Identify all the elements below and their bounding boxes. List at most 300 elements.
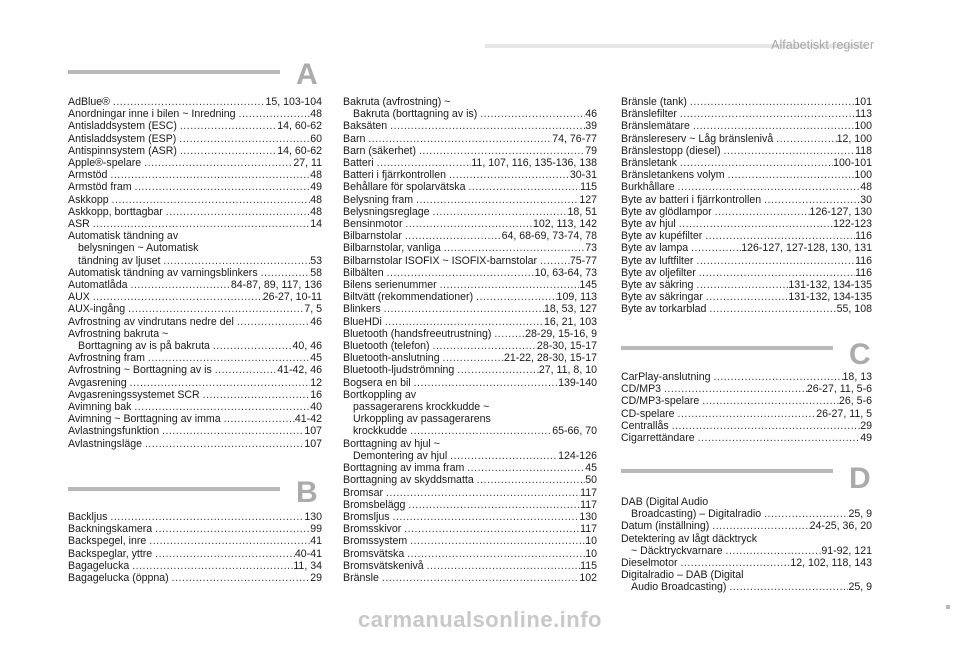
dot-leader bbox=[261, 267, 311, 279]
index-term: Datum (inställning) bbox=[621, 520, 713, 533]
page-reference[interactable]: 91-92, 121 bbox=[821, 544, 872, 557]
page-reference[interactable]: 117 bbox=[580, 523, 597, 536]
dot-leader bbox=[440, 279, 580, 291]
index-term: Bilbarnstolar ISOFIX ~ ISOFIX-barnstolar bbox=[343, 254, 540, 267]
dot-leader bbox=[134, 401, 310, 413]
dot-leader bbox=[715, 206, 810, 218]
dot-leader bbox=[172, 572, 311, 584]
page-header-title: Alfabetiskt register bbox=[771, 38, 874, 52]
index-entry bbox=[343, 523, 597, 535]
dot-leader bbox=[93, 218, 310, 230]
page-reference[interactable]: 29 bbox=[860, 419, 872, 432]
dot-leader bbox=[476, 291, 556, 303]
index-entry bbox=[343, 157, 597, 169]
index-entry bbox=[343, 267, 597, 279]
index-term: Avimning ~ Borttagning av imma bbox=[68, 413, 224, 426]
dot-leader bbox=[691, 242, 741, 254]
page-corner-marker bbox=[946, 605, 950, 609]
page-reference[interactable]: 107 bbox=[304, 425, 322, 438]
page-reference[interactable]: 127 bbox=[579, 193, 597, 206]
page-reference[interactable]: 39 bbox=[585, 120, 597, 133]
page-reference[interactable]: 18, 53, 127 bbox=[543, 303, 597, 316]
page-reference[interactable]: 26-27, 11, 5 bbox=[816, 407, 872, 420]
page-reference[interactable]: 41 bbox=[310, 535, 322, 548]
dot-leader bbox=[155, 523, 310, 535]
index-term: Bilbarnstolar, vanliga bbox=[343, 242, 444, 255]
index-entry bbox=[343, 364, 597, 376]
index-entry-heading: Automatisk tändning av bbox=[68, 230, 179, 243]
dot-leader bbox=[390, 120, 585, 132]
page-reference[interactable]: 73 bbox=[585, 242, 597, 255]
page-reference[interactable]: 49 bbox=[860, 432, 872, 445]
dot-leader bbox=[764, 508, 848, 520]
page-reference[interactable]: 28-29, 15-16, 9 bbox=[525, 327, 597, 340]
index-entry bbox=[343, 572, 597, 584]
index-term: Avlastningsfunktion bbox=[68, 425, 163, 438]
index-term: Askkopp bbox=[68, 193, 112, 206]
index-entry bbox=[68, 340, 322, 352]
dot-leader bbox=[407, 548, 585, 560]
page-reference[interactable]: 109, 113 bbox=[556, 291, 597, 304]
page-reference[interactable]: 14 bbox=[310, 218, 322, 231]
page-reference[interactable]: 27, 11 bbox=[293, 157, 322, 170]
page-reference[interactable]: 74, 76-77 bbox=[552, 132, 597, 145]
section-c-letter: C bbox=[849, 338, 871, 371]
page-reference[interactable]: 55, 108 bbox=[836, 303, 872, 316]
page-reference[interactable]: 12, 102, 118, 143 bbox=[790, 557, 872, 570]
page-reference[interactable]: 30-31 bbox=[569, 169, 597, 182]
index-term: Byte av luftfilter bbox=[621, 254, 697, 267]
index-entry bbox=[68, 401, 322, 413]
index-term: Bluetooth (handsfreeutrustning) bbox=[343, 327, 495, 340]
index-term: Bränsletank bbox=[621, 157, 680, 170]
page-reference[interactable]: 45 bbox=[310, 352, 322, 365]
index-entry-heading: Avfrostning bakruta ~ bbox=[68, 327, 169, 340]
page-reference[interactable]: 46 bbox=[585, 108, 597, 121]
index-term: ~ Däcktryckvarnare bbox=[631, 544, 726, 557]
index-term: AUX-ingång bbox=[68, 303, 129, 316]
dot-leader bbox=[405, 218, 533, 230]
page-reference[interactable]: 11, 107, 116, 135-136, 138 bbox=[471, 157, 597, 170]
index-term: Backningskamera bbox=[68, 523, 156, 536]
index-term: Audio Broadcasting) bbox=[631, 581, 730, 594]
page-reference[interactable]: 101 bbox=[854, 96, 872, 108]
page-reference[interactable]: 27, 11, 8, 10 bbox=[538, 364, 597, 377]
section-d-letter: D bbox=[849, 462, 871, 495]
index-term: Belysningsreglage bbox=[343, 205, 433, 218]
index-entry bbox=[343, 206, 597, 218]
index-entry bbox=[621, 206, 872, 218]
page-reference[interactable]: 100 bbox=[854, 169, 872, 182]
page-reference[interactable]: 29 bbox=[310, 572, 322, 585]
page-reference[interactable]: 60 bbox=[310, 132, 322, 145]
page-reference[interactable]: 28-30, 15-17 bbox=[536, 340, 597, 353]
index-term: Barn bbox=[343, 132, 369, 145]
index-entry-heading: Borttagning av hjul ~ bbox=[343, 437, 440, 450]
index-entry bbox=[343, 511, 597, 523]
index-entry bbox=[621, 169, 872, 181]
page-reference[interactable]: 10 bbox=[585, 547, 597, 560]
section-a-letter: A bbox=[296, 58, 318, 91]
dot-leader bbox=[693, 120, 854, 132]
index-term: Borttagning av skyddsmatta bbox=[343, 474, 477, 487]
index-term: Antisladdsystem (ESP) bbox=[68, 132, 180, 145]
page-reference[interactable]: 11, 34 bbox=[293, 559, 322, 572]
page-reference[interactable]: 50 bbox=[585, 474, 597, 487]
dot-leader bbox=[427, 560, 581, 572]
page-reference[interactable]: 139-140 bbox=[558, 376, 597, 389]
index-term: Borttagning av imma fram bbox=[343, 462, 468, 475]
page-reference[interactable]: 53 bbox=[310, 254, 322, 267]
index-term: Behållare för spolarvätska bbox=[343, 181, 469, 194]
page-reference[interactable]: 130 bbox=[304, 511, 322, 523]
page-reference[interactable]: 100 bbox=[854, 120, 872, 133]
index-term: Bagagelucka bbox=[68, 559, 133, 572]
index-entry bbox=[68, 364, 322, 376]
page-reference[interactable]: 107 bbox=[304, 437, 322, 450]
index-entry bbox=[621, 408, 872, 420]
dot-leader bbox=[702, 395, 839, 407]
dot-leader bbox=[405, 230, 502, 242]
page-reference[interactable]: 102 bbox=[579, 571, 597, 584]
page-reference[interactable]: 46 bbox=[310, 315, 322, 328]
index-term: Bromsvätska bbox=[343, 547, 408, 560]
index-term: Demontering av hjul bbox=[353, 449, 451, 462]
page-reference[interactable]: 15, 103-104 bbox=[265, 96, 322, 108]
dot-leader bbox=[410, 535, 585, 547]
page-reference[interactable]: 48 bbox=[310, 205, 322, 218]
page-reference[interactable]: 26-27, 10-11 bbox=[262, 291, 322, 304]
index-entry bbox=[621, 242, 872, 254]
index-term: Cigarrettändare bbox=[621, 432, 698, 445]
index-entry bbox=[68, 425, 322, 437]
dot-leader bbox=[764, 194, 860, 206]
page-reference[interactable]: 40, 46 bbox=[292, 340, 322, 353]
index-column-b2 bbox=[343, 96, 597, 584]
index-entry bbox=[621, 230, 872, 242]
page-reference[interactable]: 48 bbox=[310, 169, 322, 182]
page-reference[interactable]: 48 bbox=[310, 108, 322, 121]
index-term: Bränsletankens volym bbox=[621, 169, 728, 182]
page-reference[interactable]: 30 bbox=[860, 193, 872, 206]
index-term: Bluetooth (telefon) bbox=[343, 340, 433, 353]
index-entry bbox=[343, 145, 597, 157]
index-entry bbox=[68, 316, 322, 328]
index-term: Bogsera en bil bbox=[343, 376, 414, 389]
dot-leader bbox=[728, 169, 855, 181]
index-entry bbox=[621, 145, 872, 157]
index-term: Broadcasting) – Digitalradio bbox=[631, 508, 765, 521]
section-c-rule bbox=[621, 346, 833, 350]
index-term: Automatlåda bbox=[68, 279, 131, 292]
page-reference[interactable]: 115 bbox=[580, 559, 597, 572]
dot-leader bbox=[468, 181, 580, 193]
index-term: Bränsle bbox=[343, 571, 382, 584]
page-reference[interactable]: 145 bbox=[579, 279, 597, 292]
index-entry bbox=[68, 413, 322, 425]
dot-leader bbox=[705, 230, 855, 242]
dot-leader bbox=[679, 218, 833, 230]
index-term: Byte av batteri i fjärrkontrollen bbox=[621, 193, 765, 206]
dot-leader bbox=[690, 96, 854, 108]
index-entry bbox=[343, 328, 597, 340]
index-term: Byte av hjul bbox=[621, 218, 679, 231]
dot-leader bbox=[678, 181, 861, 193]
index-term: Bränslestopp (diesel) bbox=[621, 144, 724, 157]
index-term: CD/MP3 bbox=[621, 383, 664, 396]
index-entry bbox=[68, 535, 322, 547]
dot-leader bbox=[706, 291, 789, 303]
index-term: Dieselmotor bbox=[621, 557, 681, 570]
page-reference[interactable]: 122-123 bbox=[833, 218, 872, 231]
index-entry bbox=[343, 377, 597, 389]
page-reference[interactable]: 79 bbox=[585, 144, 597, 157]
index-entry bbox=[621, 557, 872, 569]
index-entry bbox=[621, 108, 872, 120]
page-reference[interactable]: 131-132, 134-135 bbox=[788, 291, 872, 304]
index-entry bbox=[68, 389, 322, 401]
page-reference[interactable]: 116 bbox=[855, 230, 872, 243]
page-reference[interactable]: 14, 60-62 bbox=[277, 144, 322, 157]
page-reference[interactable]: 64, 68-69, 73-74, 78 bbox=[501, 230, 597, 243]
index-entry bbox=[68, 511, 322, 523]
index-term: CarPlay-anslutning bbox=[621, 371, 714, 383]
page-reference[interactable]: 102, 113, 142 bbox=[532, 218, 597, 231]
page-reference[interactable]: 100-101 bbox=[833, 157, 872, 170]
index-term: Bilens serienummer bbox=[343, 279, 440, 292]
index-term: Bromssystem bbox=[343, 535, 411, 548]
index-entry bbox=[68, 291, 322, 303]
dot-leader bbox=[179, 133, 310, 145]
index-entry bbox=[68, 438, 322, 450]
index-entry bbox=[343, 218, 597, 230]
page-reference[interactable]: 126-127, 130 bbox=[809, 205, 872, 218]
index-entry-heading: Bakruta (avfrostning) ~ bbox=[343, 96, 451, 108]
page-reference[interactable]: 84-87, 89, 117, 136 bbox=[230, 279, 322, 292]
index-entry bbox=[343, 560, 597, 572]
index-term: Belysning fram bbox=[343, 193, 417, 206]
index-term: Bilbarnstolar bbox=[343, 230, 405, 243]
page-reference[interactable]: 99 bbox=[310, 523, 322, 536]
index-entry bbox=[621, 267, 872, 279]
page-reference[interactable]: 48 bbox=[860, 181, 872, 194]
index-entry bbox=[68, 120, 322, 132]
index-entry bbox=[621, 383, 872, 395]
page-reference[interactable]: 24-25, 36, 20 bbox=[809, 520, 872, 533]
index-entry bbox=[343, 499, 597, 511]
index-entry bbox=[621, 181, 872, 193]
index-entry bbox=[343, 425, 597, 437]
page-reference[interactable]: 117 bbox=[580, 486, 597, 499]
index-term: Armstöd fram bbox=[68, 181, 135, 194]
dot-leader bbox=[477, 474, 586, 486]
index-entry bbox=[343, 352, 597, 364]
page-reference[interactable]: 126-127, 127-128, 130, 131 bbox=[741, 242, 872, 255]
index-term: Barn (säkerhet) bbox=[343, 144, 419, 157]
index-entry bbox=[621, 133, 872, 145]
page-reference[interactable]: 117 bbox=[580, 498, 597, 511]
index-term: Backljus bbox=[68, 511, 111, 523]
index-term: Bromsskivor bbox=[343, 523, 405, 536]
dot-leader bbox=[712, 520, 809, 532]
index-entry bbox=[621, 291, 872, 303]
index-term: Bagagelucka (öppna) bbox=[68, 572, 172, 585]
index-entry bbox=[68, 303, 322, 315]
index-column-b3 bbox=[621, 96, 872, 316]
index-entry bbox=[68, 352, 322, 364]
dot-leader bbox=[180, 145, 277, 157]
dot-leader bbox=[224, 413, 295, 425]
index-term: Automatisk tändning av varningsblinkers bbox=[68, 266, 261, 279]
dot-leader bbox=[480, 108, 585, 120]
index-column-c bbox=[621, 371, 872, 444]
index-entry-heading: Digitalradio – DAB (Digital bbox=[621, 569, 744, 582]
dot-leader bbox=[457, 364, 539, 376]
index-entry bbox=[343, 548, 597, 560]
index-entry bbox=[343, 450, 597, 462]
index-entry bbox=[68, 206, 322, 218]
page-reference[interactable]: 16 bbox=[310, 388, 322, 401]
dot-leader bbox=[672, 420, 861, 432]
page-reference[interactable]: 130 bbox=[579, 510, 597, 523]
page-reference[interactable]: 45 bbox=[585, 462, 597, 475]
page-reference[interactable]: 12, 100 bbox=[836, 132, 872, 145]
page-reference[interactable]: 41-42 bbox=[294, 413, 322, 426]
page-reference[interactable]: 49 bbox=[310, 181, 322, 194]
dot-leader bbox=[385, 316, 544, 328]
page-reference[interactable]: 18, 51 bbox=[567, 205, 597, 218]
dot-leader bbox=[698, 432, 861, 444]
page-reference[interactable]: 116 bbox=[855, 254, 872, 267]
index-term: Bensinmotor bbox=[343, 218, 406, 231]
index-entry bbox=[68, 377, 322, 389]
page-reference[interactable]: 25, 9 bbox=[848, 508, 872, 521]
index-term: Bromsvätskenivå bbox=[343, 559, 427, 572]
index-entry bbox=[68, 279, 322, 291]
index-entry-heading: Bortkoppling av bbox=[343, 388, 417, 401]
page-reference[interactable]: 131-132, 134-135 bbox=[788, 279, 872, 292]
page-reference[interactable]: 7, 5 bbox=[304, 303, 322, 316]
index-column-a bbox=[68, 96, 322, 450]
page-reference[interactable]: 26, 5-6 bbox=[839, 395, 872, 408]
page-reference[interactable]: 40 bbox=[310, 401, 322, 414]
index-entry bbox=[343, 340, 597, 352]
dot-leader bbox=[680, 557, 790, 569]
dot-leader bbox=[449, 169, 570, 181]
dot-leader bbox=[368, 133, 552, 145]
index-term: Antisladdsystem (ESC) bbox=[68, 120, 180, 133]
index-entry bbox=[68, 108, 322, 120]
index-entry bbox=[68, 181, 322, 193]
dot-leader bbox=[723, 145, 855, 157]
dot-leader bbox=[135, 181, 311, 193]
index-term: Blinkers bbox=[343, 303, 384, 316]
index-entry bbox=[68, 194, 322, 206]
section-b-letter: B bbox=[296, 476, 318, 509]
index-term: Avfrostning av vindrutans nedre del bbox=[68, 315, 237, 328]
index-term: BlueHDi bbox=[343, 315, 385, 328]
index-entry bbox=[343, 316, 597, 328]
dot-leader bbox=[110, 169, 310, 181]
index-entry bbox=[621, 96, 872, 108]
dot-leader bbox=[145, 438, 304, 450]
page-reference[interactable]: 41-42, 46 bbox=[277, 364, 322, 377]
page-reference[interactable]: 16, 21, 103 bbox=[543, 315, 597, 328]
index-term: AUX bbox=[68, 291, 93, 304]
index-entry bbox=[621, 420, 872, 432]
page-reference[interactable]: 40-41 bbox=[294, 547, 322, 560]
index-term: Bluetooth-anslutning bbox=[343, 352, 443, 365]
page-reference[interactable]: 118 bbox=[855, 144, 872, 157]
dot-leader bbox=[149, 535, 310, 547]
page-reference[interactable]: 116 bbox=[855, 266, 872, 279]
page-reference[interactable]: 25, 9 bbox=[848, 581, 872, 594]
index-entry bbox=[68, 267, 322, 279]
page-reference[interactable]: 10 bbox=[585, 535, 597, 548]
dot-leader bbox=[128, 303, 304, 315]
index-entry bbox=[68, 96, 322, 108]
page-reference[interactable]: 65-66, 70 bbox=[552, 425, 597, 438]
dot-leader bbox=[680, 157, 833, 169]
index-term: Avgasreningssystemet SCR bbox=[68, 388, 203, 401]
page-reference[interactable]: 75-77 bbox=[569, 254, 597, 267]
index-entry bbox=[343, 181, 597, 193]
dot-leader bbox=[387, 267, 535, 279]
index-entry bbox=[621, 395, 872, 407]
section-d-rule bbox=[621, 469, 833, 473]
page-reference[interactable]: 58 bbox=[310, 266, 322, 279]
index-column-b1 bbox=[68, 511, 322, 584]
index-entry bbox=[343, 120, 597, 132]
index-term: Byte av säkringar bbox=[621, 291, 706, 304]
index-entry bbox=[621, 194, 872, 206]
index-entry bbox=[621, 371, 872, 383]
index-entry bbox=[68, 548, 322, 560]
dot-leader bbox=[163, 255, 310, 267]
dot-leader bbox=[110, 511, 304, 523]
dot-leader bbox=[664, 383, 807, 395]
page-reference[interactable]: 26-27, 11, 5-6 bbox=[806, 383, 872, 396]
page-reference[interactable]: 12 bbox=[310, 376, 322, 389]
index-entry bbox=[68, 145, 322, 157]
dot-leader bbox=[729, 581, 848, 593]
index-entry bbox=[343, 255, 597, 267]
dot-leader bbox=[416, 194, 579, 206]
index-entry bbox=[621, 255, 872, 267]
index-term: Burkhållare bbox=[621, 181, 678, 194]
index-term: Borttagning av is på bakruta bbox=[78, 340, 213, 353]
dot-leader bbox=[494, 328, 525, 340]
index-term: Avfrostning fram bbox=[68, 352, 148, 365]
dot-leader bbox=[113, 96, 266, 108]
page-reference[interactable]: 115 bbox=[580, 181, 597, 194]
page-reference[interactable]: 21-22, 28-30, 15-17 bbox=[503, 352, 597, 365]
index-term: Backspegel, inre bbox=[68, 535, 150, 548]
index-entry bbox=[68, 169, 322, 181]
dot-leader bbox=[130, 377, 311, 389]
page-reference[interactable]: 18, 13 bbox=[842, 371, 872, 383]
index-entry-heading: Urkoppling av passagerarens bbox=[353, 413, 491, 426]
page-reference[interactable]: 113 bbox=[855, 108, 872, 121]
index-entry bbox=[343, 169, 597, 181]
page-reference[interactable]: 10, 63-64, 73 bbox=[534, 266, 597, 279]
index-term: Byte av lampa bbox=[621, 242, 692, 255]
page-reference[interactable]: 14, 60-62 bbox=[277, 120, 322, 133]
page-reference[interactable]: 124-126 bbox=[558, 449, 597, 462]
dot-leader bbox=[699, 267, 855, 279]
dot-leader bbox=[443, 352, 504, 364]
page-reference[interactable]: 48 bbox=[310, 193, 322, 206]
